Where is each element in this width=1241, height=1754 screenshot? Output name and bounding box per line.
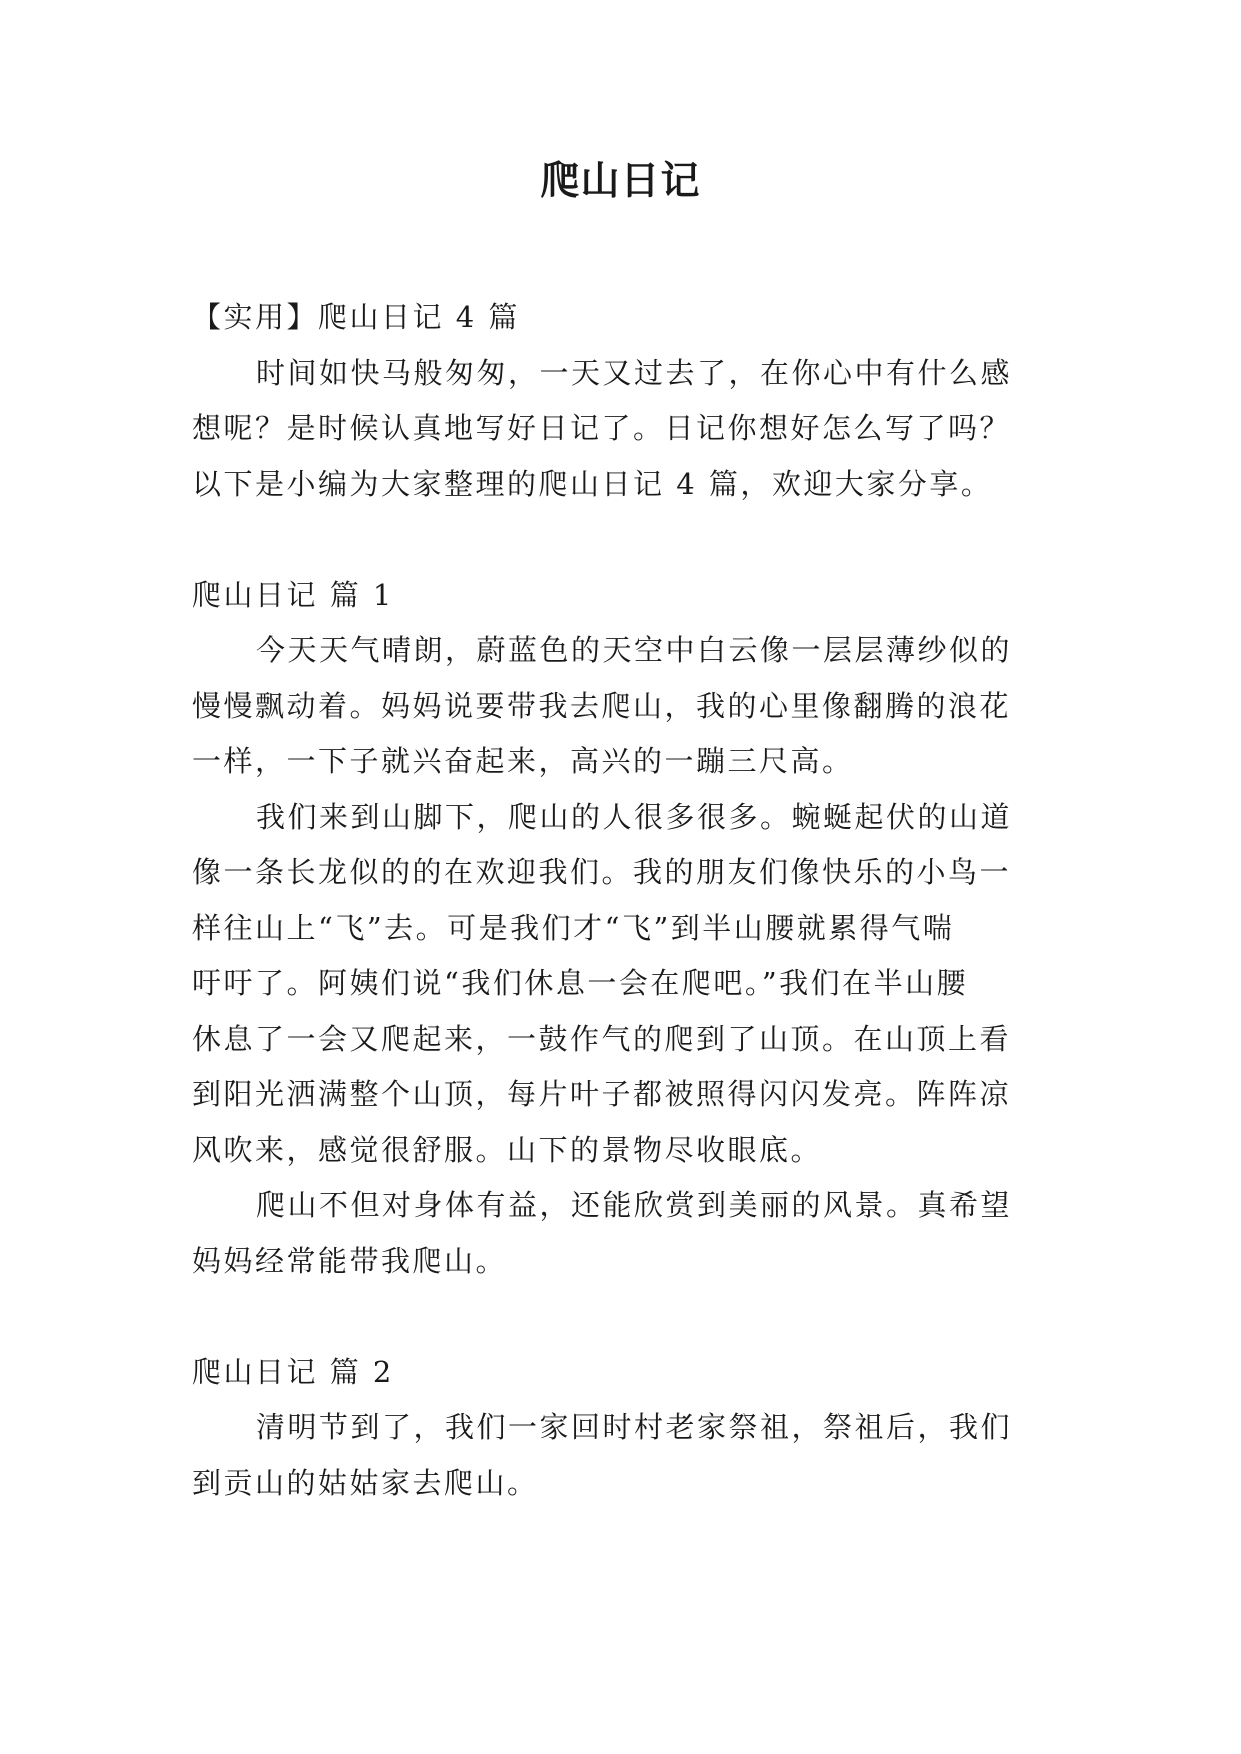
paragraph-line: 吁吁了。阿姨们说“我们休息一会在爬吧。”我们在半山腰 bbox=[192, 966, 969, 1000]
paragraph-line: 今天天气晴朗，蔚蓝色的天空中白云像一层层薄纱似的 bbox=[256, 633, 1013, 667]
intro-paragraph bbox=[192, 346, 1054, 513]
paragraph-line: 到阳光洒满整个山顶，每片叶子都被照得闪闪发亮。阵阵凉 bbox=[192, 1077, 1012, 1111]
paragraph-line: 我们来到山脚下，爬山的人很多很多。蜿蜒起伏的山道 bbox=[256, 799, 1013, 834]
paragraph-line: 到贡山的姑姑家去爬山。 bbox=[192, 1465, 539, 1500]
section-spacer bbox=[192, 1289, 1054, 1345]
paragraph-line: 想呢？是时候认真地写好日记了。日记你想好怎么写了吗？ bbox=[192, 411, 1012, 445]
paragraph bbox=[192, 790, 1054, 1179]
paragraph-line: 风吹来，感觉很舒服。山下的景物尽收眼底。 bbox=[192, 1132, 823, 1167]
section-spacer bbox=[192, 512, 1054, 568]
paragraph-line: 一样，一下子就兴奋起来，高兴的一蹦三尺高。 bbox=[192, 744, 854, 778]
section-heading: 爬山日记 篇 2 bbox=[192, 1354, 394, 1389]
section-heading: 爬山日记 篇 1 bbox=[192, 577, 394, 612]
paragraph-line: 妈妈经常能带我爬山。 bbox=[192, 1243, 508, 1278]
paragraph-line: 清明节到了，我们一家回时村老家祭祖，祭祖后，我们 bbox=[256, 1410, 1013, 1444]
paragraph bbox=[192, 1400, 1054, 1511]
document-subtitle: 【实用】爬山日记 4 篇 bbox=[192, 300, 520, 334]
paragraph-line: 爬山不但对身体有益，还能欣赏到美丽的风景。真希望 bbox=[256, 1188, 1013, 1222]
paragraph-line: 以下是小编为大家整理的爬山日记 4 篇，欢迎大家分享。 bbox=[192, 466, 993, 501]
paragraph bbox=[192, 623, 1054, 790]
section-2 bbox=[192, 1345, 1054, 1512]
section-1 bbox=[192, 568, 1054, 1290]
paragraph-line: 时间如快马般匆匆，一天又过去了，在你心中有什么感 bbox=[256, 355, 1013, 390]
document-title: 爬山日记 bbox=[540, 159, 701, 204]
paragraph bbox=[192, 1178, 1054, 1289]
paragraph-line: 像一条长龙似的的在欢迎我们。我的朋友们像快乐的小鸟一 bbox=[192, 855, 1012, 889]
paragraph-line: 样往山上“飞”去。可是我们才“飞”到半山腰就累得气喘 bbox=[192, 910, 955, 945]
paragraph-line: 休息了一会又爬起来，一鼓作气的爬到了山顶。在山顶上看 bbox=[192, 1021, 1012, 1056]
paragraph-line: 慢慢飘动着。妈妈说要带我去爬山，我的心里像翻腾的浪花 bbox=[192, 688, 1012, 723]
document-body bbox=[192, 290, 1054, 1511]
